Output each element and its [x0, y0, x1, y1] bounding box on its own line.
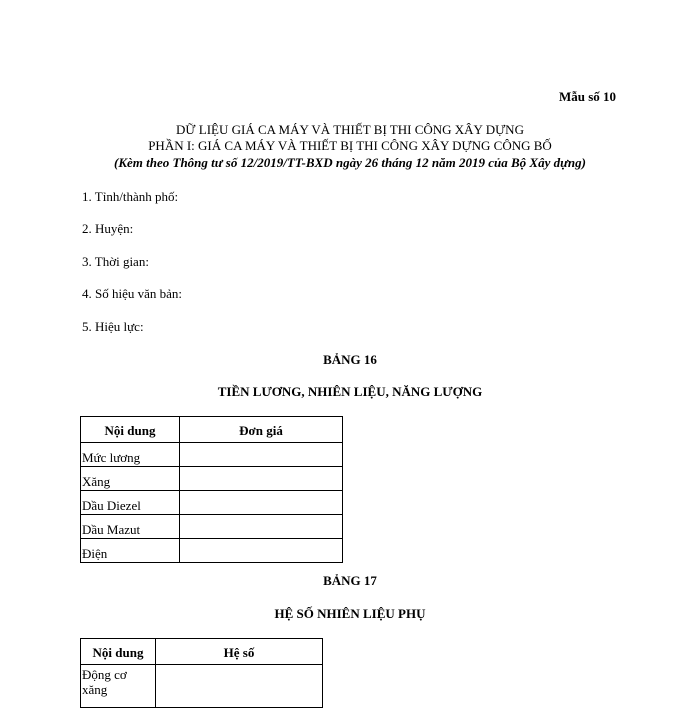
table-row — [81, 491, 343, 515]
row-label: Động cơ xăng — [81, 665, 156, 708]
cell-value — [180, 443, 343, 467]
cell-value — [156, 665, 323, 708]
cell-value — [180, 515, 343, 539]
document-subtitle: PHẦN I: GIÁ CA MÁY VÀ THIẾT BỊ THI CÔNG XÂY DỰNG CÔNG BỐ — [148, 138, 552, 153]
field-district: 2. Huyện: — [82, 221, 134, 236]
cell-value — [180, 467, 343, 491]
document-title: DỮ LIỆU GIÁ CA MÁY VÀ THIẾT BỊ THI CÔNG XÂY DỰNG — [176, 122, 524, 137]
table-row — [81, 515, 343, 539]
table17-title: HỆ SỐ NHIÊN LIỆU PHỤ — [274, 606, 426, 621]
table-row — [81, 467, 343, 491]
header-content: Nội dung — [81, 417, 180, 443]
table-header-row — [81, 417, 343, 443]
row-label: Dầu Mazut — [81, 515, 180, 539]
cell-value — [180, 491, 343, 515]
field-time: 3. Thời gian: — [82, 254, 149, 269]
form-number: Mẫu số 10 — [558, 89, 616, 104]
row-label: Mức lương — [81, 443, 180, 467]
header-unit-price: Đơn giá — [180, 417, 343, 443]
field-validity: 5. Hiệu lực: — [82, 319, 144, 334]
table16-title: TIỀN LƯƠNG, NHIÊN LIỆU, NĂNG LƯỢNG — [217, 384, 483, 399]
document-reference: (Kèm theo Thông tư số 12/2019/TT-BXD ngày 26 tháng 12 năm 2019 của Bộ Xây dựng) — [114, 155, 586, 170]
header-coefficient: Hệ số — [156, 639, 323, 665]
cell-value — [180, 539, 343, 563]
row-label: Điện — [81, 539, 180, 563]
row-label: Dầu Diezel — [81, 491, 180, 515]
field-document-number: 4. Số hiệu văn bản: — [82, 286, 183, 301]
header-content: Nội dung — [81, 639, 156, 665]
table16-label: BẢNG 16 — [323, 352, 377, 367]
row-label: Xăng — [81, 467, 180, 491]
table17-label: BẢNG 17 — [323, 573, 377, 588]
table-17 — [80, 638, 323, 708]
table-header-row — [81, 639, 323, 665]
table-row — [81, 665, 323, 708]
table-16 — [80, 416, 343, 563]
table-row — [81, 539, 343, 563]
table-row — [81, 443, 343, 467]
field-province: 1. Tỉnh/thành phố: — [82, 189, 179, 204]
